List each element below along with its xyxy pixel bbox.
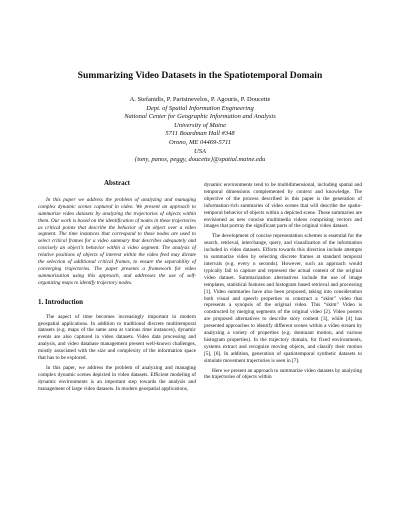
- affiliation-line: National Center for Geographic Information and Analysis: [124, 113, 276, 121]
- body-paragraph: dynamic environments tend to be multidimensional, including spatial and temporal dimensions complemented by context and knowledge. The objective of the process described in this paper is the generation of information-rich summaries of video scenes that will describe the spatio-temporal behavior of objects within a depicted scene. These summaries are envisioned as new concise multimedia videos comprising vectors and images that portray the significant parts of the original video dataset.: [204, 182, 362, 230]
- body-paragraph: In this paper, we address the problem of analyzing and managing complex dynamic scenes depicted in video datasets. Efficient modeling of dynamic environments is an important step towards the analysis and management of large video datasets. In modern geospatial applications,: [38, 364, 196, 392]
- body-paragraph: Here we present an approach to summarize video datasets by analyzing the trajectories of objects within: [204, 367, 362, 381]
- left-column: [38, 180, 196, 393]
- affiliation-line: University of Maine: [174, 121, 226, 129]
- author-names: A. Stefanidis, P. Partsinevelos, P. Agouris, P. Doucette: [129, 96, 271, 103]
- section-heading-introduction: 1. Introduction: [38, 297, 83, 306]
- affiliation-line: 5711 Boardman Hall #348: [165, 130, 235, 138]
- affiliation-line: USA: [194, 147, 206, 155]
- affiliation-line: Orono, ME 04469-5711: [169, 138, 231, 146]
- body-paragraph: The development of concise representation schemes is essential for the search, retrieval, interchange, query, and visualization of the information included in video datasets. Efforts towards this direction include attempts to summarize video by selecting discrete frames at standard temporal intervals (e.g. every n seconds). However, such an approach would typically fail to capture and represent the actual content of the original video dataset. Summarization alternatives include the use of image templates, statistical features and histogram based retrieval and processing [1]. Video summaries have also been proposed, taking into consideration both visual and speech properties to construct a “skim” video that represents a synopsis of the original video. This “skim” Video is constructed by merging segments of the original video [2]. Video posters are proposed alternatives to describe story content [3], while [4] has presented approaches to identify different scenes within a video stream by analyzing a variety of properties (e.g. dominant motion, and various histogram properties). In the trajectory domain, for fixed environments, systems extract and recognize moving objects, and classify their motion [5], [6]. In addition, generation of spatiotemporal synthetic datasets to simulate movement trajectories is seen in [7].: [204, 233, 362, 364]
- paper-title: Summarizing Video Datasets in the Spatiotemporal Domain: [77, 70, 323, 81]
- right-column: [204, 182, 362, 381]
- body-paragraph: The aspect of time becomes increasingly important in modern geospatial applications. In addition to traditional discrete multitemporal datasets (e.g. maps of the same area at various time instances), dynamic events are also captured in video datasets. Video data processing and analysis, and video database management present well-known challenges, mostly associated with the size and complexity of the information space that has to be explored.: [38, 313, 196, 362]
- affiliation-line: Dept. of Spatial Information Engineering: [146, 104, 254, 112]
- abstract-text: In this paper we address the problem of analyzing and managing complex dynamic scenes captured in video. We present an approach to summarize video datasets by analyzing the trajectories of objects within them. Our work is based on the identification of nodes in these trajectories as critical points that describe the behavior of an object over a video segment. The time instances that correspond to these nodes are used to select critical frames for a video summary that describes adequately and concisely an object’s behavior within a video segment. The analysis of relative positions of objects of interest within the video feed may dictate the selection of additional critical frames, to ensure the separability of converging trajectories. The paper presents a framework for video summarization using this approach, and addresses the use of self-organizing maps to identify trajectory nodes.: [38, 196, 196, 286]
- author-block: [60, 96, 340, 165]
- abstract-heading: Abstract: [103, 179, 131, 187]
- author-emails: {tony, panos, peggy, doucette}@spatial.maine.edu: [134, 156, 266, 164]
